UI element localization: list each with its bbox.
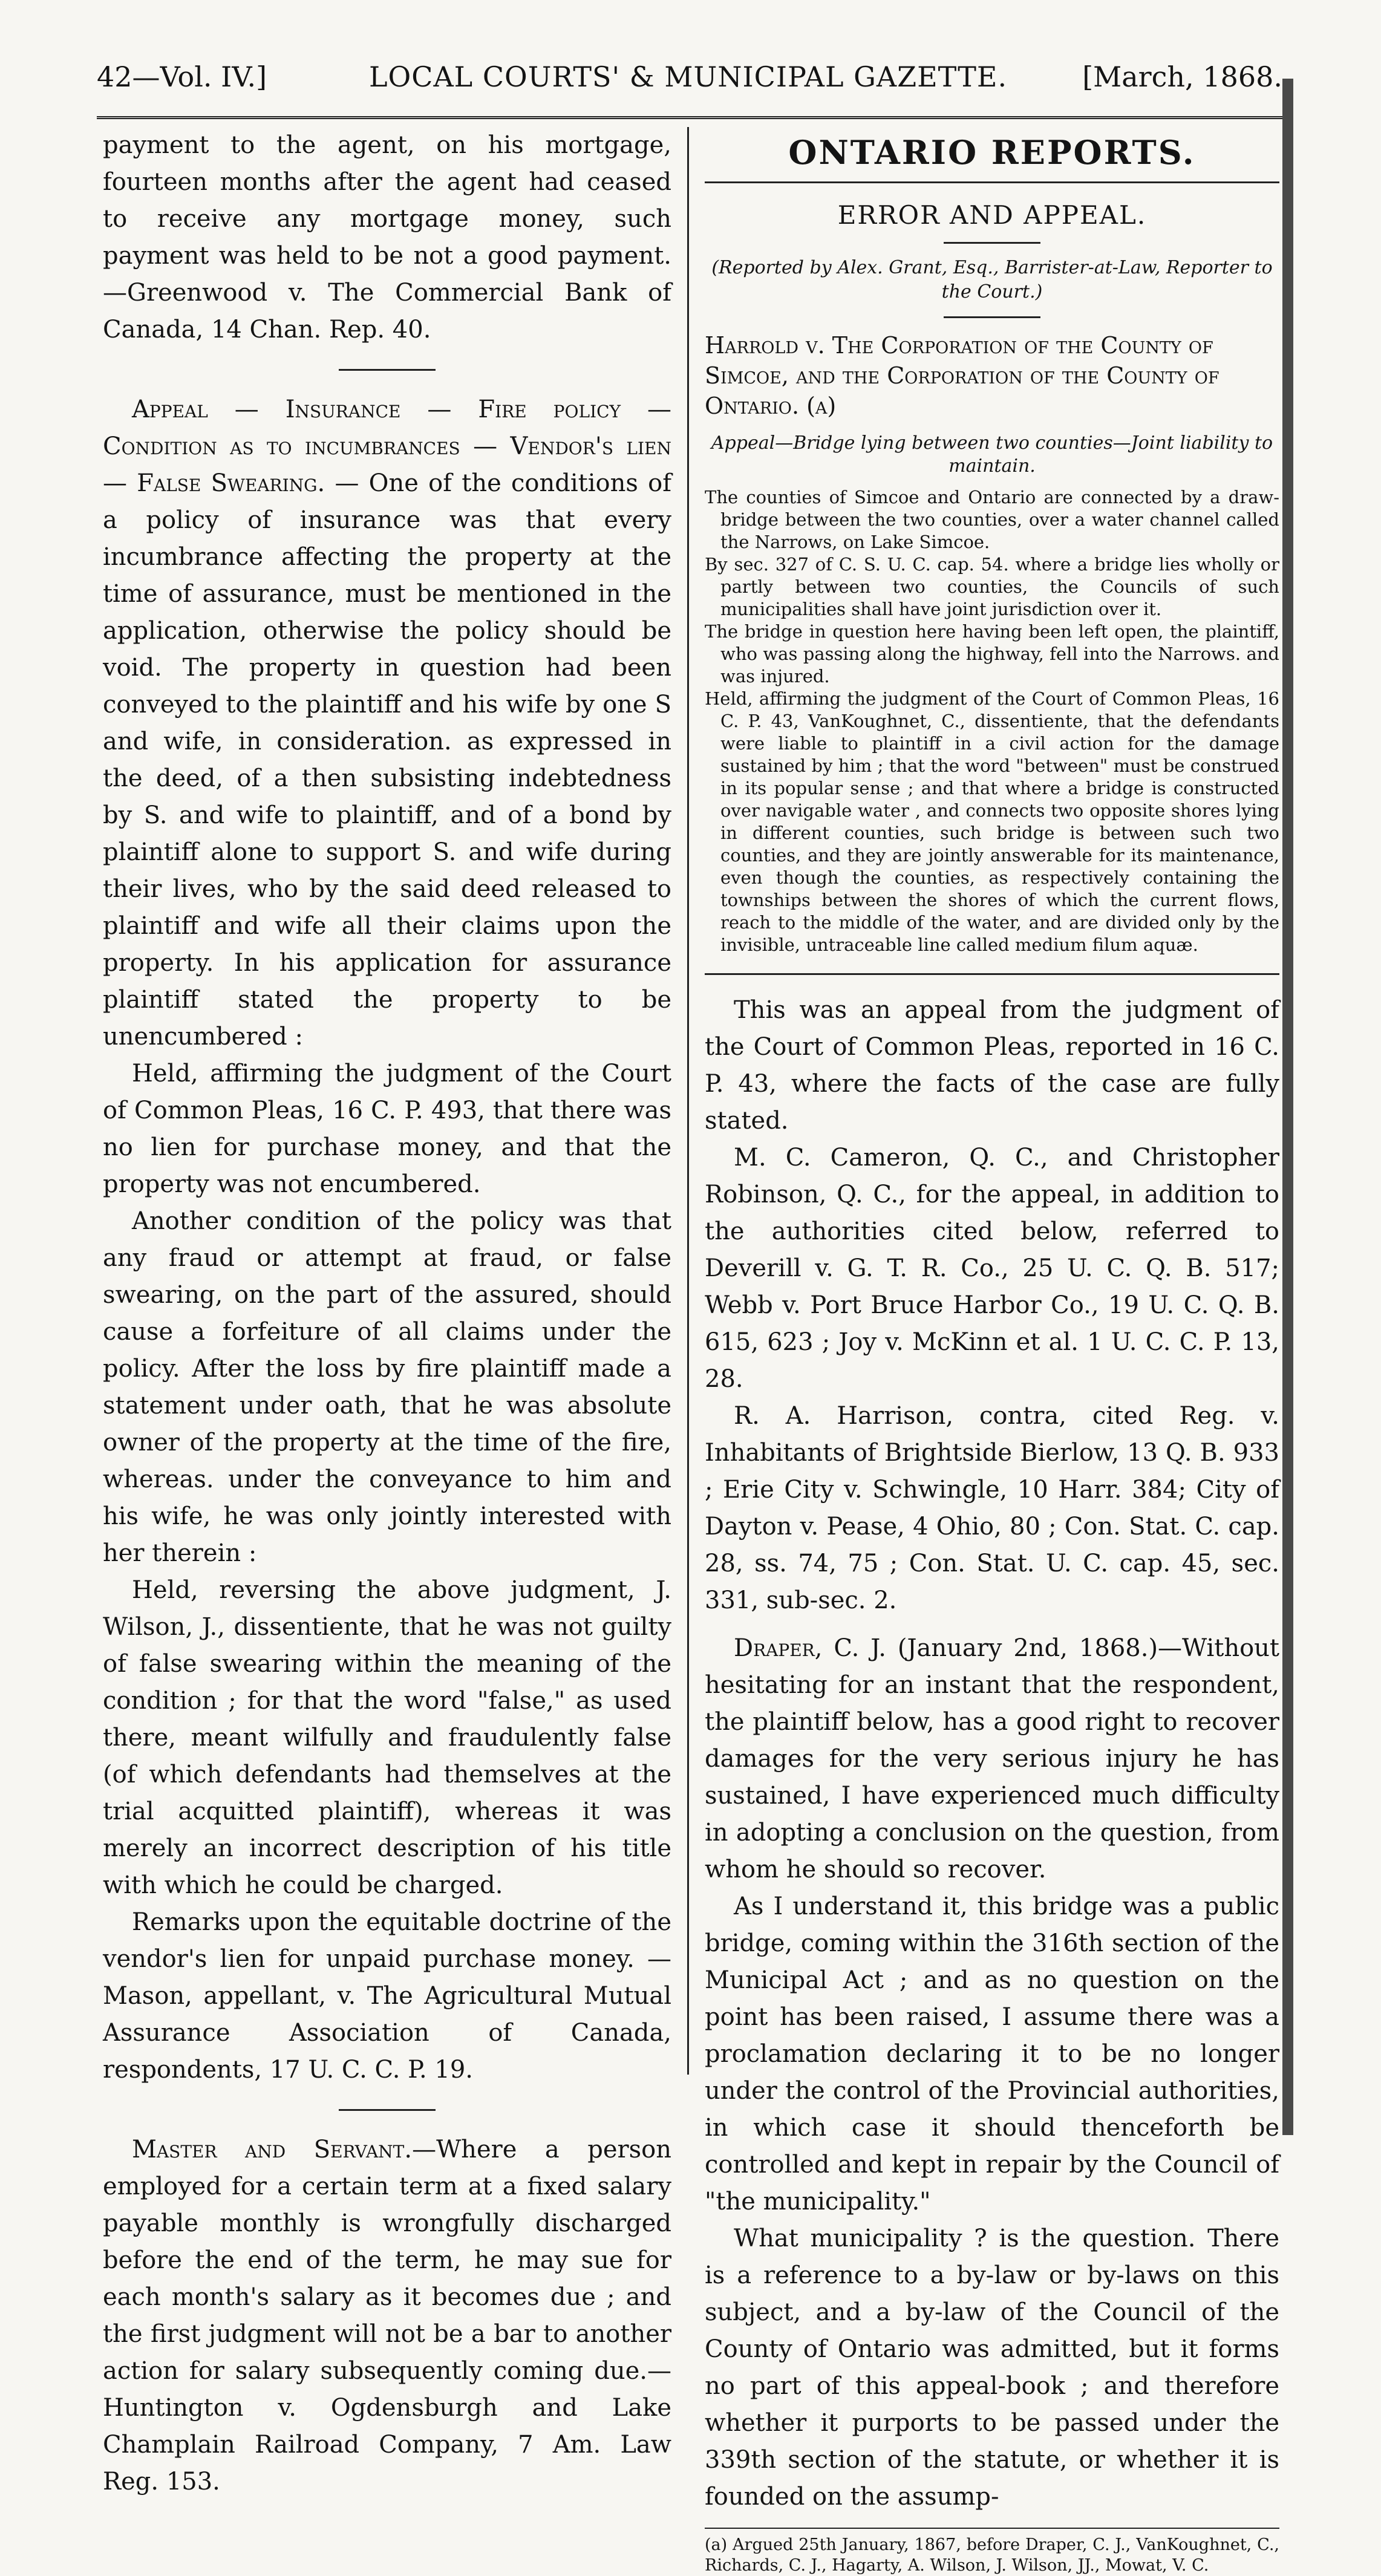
headnote: By sec. 327 of C. S. U. C. cap. 54. where a bridge lies wholly or partly between two counties, the Councils of such municipalities shall have joint jurisdiction over it. bbox=[705, 554, 1279, 619]
separator-rule bbox=[705, 973, 1279, 975]
publication-title: LOCAL COURTS' & MUNICIPAL GAZETTE. bbox=[369, 60, 1008, 93]
counsel-paragraph: R. A. Harrison, contra, cited Reg. v. Inhabitants of Brightside Bierlow, 13 Q. B. 933 ; Erie City v. Schwingle, 10 Harr. 384; City of Dayton v. Pease, 4 Ohio, 80 ; Con. Stat. C. cap. 28, ss. 74, 75 ; Con. Stat. U. C. cap. 45, sec. 331, sub-sec. 2. bbox=[705, 1402, 1279, 1614]
remarks-paragraph: Remarks upon the equitable doctrine of the vendor's lien for unpaid purchase money. — Mason, appellant, v. The Agricultural Mutual Assurance Association of Canada, respondents, 17 U. C. C. P. 19. bbox=[103, 1908, 671, 2084]
separator-rule bbox=[339, 369, 436, 371]
section-rule bbox=[705, 181, 1279, 183]
headnote-title: Appeal—Bridge lying between two counties—Joint liability to maintain. bbox=[711, 432, 1273, 477]
running-header bbox=[97, 60, 1282, 109]
holding-paragraph: Held, affirming the judgment of the Court of Common Pleas, 16 C. P. 493, that there was no lien for purchase money, and that the property was not encumbered. bbox=[103, 1060, 671, 1198]
counsel-paragraph: M. C. Cameron, Q. C., and Christopher Robinson, Q. C., for the appeal, in addition to the authorities cited below, referred to Deverill v. G. T. R. Co., 25 U. C. Q. B. 517; Webb v. Port Bruce Harbor Co., 19 U. C. Q. B. 615, 623 ; Joy v. McKinn et al. 1 U. C. C. P. 13, 28. bbox=[705, 1144, 1279, 1393]
judge-name: Draper, C. J. bbox=[734, 1634, 886, 1662]
condition-paragraph: Another condition of the policy was that any fraud or attempt at fraud, or false swearing, on the part of the assured, should cause a forfeiture of all claims under the policy. After the loss by fire plaintiff made a statement under oath, that he was absolute owner of the property at the time of the fire, whereas. under the conveyance to him and his wife, he was only jointly interested with her therein : bbox=[103, 1207, 671, 1567]
digest-entry-master-servant bbox=[103, 2131, 671, 2500]
case-title: Harrold v. The Corporation of the County of Simcoe, and the Corporation of the County of Ontario. (a) bbox=[705, 332, 1219, 419]
digest-entry-insurance bbox=[103, 391, 671, 1055]
opinion-text: (January 2nd, 1868.)—Without hesitating for an instant that the respondent, the plaintiff below, has a good right to recover damages for the very serious injury he has sustained, I have experienced much difficulty in adopting a conclusion on the question, from whom he should so recover. bbox=[705, 1634, 1279, 1883]
entry-body: — One of the conditions of a policy of insurance was that every incumbrance affecting the property at the time of assurance, must be mentioned in the application, otherwise the policy should be void. The property in question had been conveyed to the plaintiff and his wife by one S and wife, in consideration. as expressed in the deed, of a then subsisting indebtedness by S. and wife to plaintiff, and of a bond by plaintiff alone to support S. and wife during their lives, who by the said deed released to plaintiff and wife all their claims upon the property. In his application for assurance plaintiff stated the property to be unencumbered : bbox=[103, 469, 671, 1051]
opinion-paragraph: What municipality ? is the question. There is a reference to a by-law or by-laws on this subject, and a by-law of the Council of the County of Ontario was admitted, but it forms no part of this appeal-book ; and therefore whether it purports to be passed under the 339th section of the statute, or whether it is founded on the assump- bbox=[705, 2225, 1279, 2511]
headnote: The bridge in question here having been left open, the plaintiff, who was passing along the highway, fell into the Narrows. and was injured. bbox=[705, 621, 1279, 686]
reporter-credit: (Reported by Alex. Grant, Esq., Barrister-at-Law, Reporter to the Court.) bbox=[711, 257, 1273, 302]
folio: 42—Vol. IV.] bbox=[97, 60, 267, 93]
headnote: The counties of Simcoe and Ontario are connected by a draw-bridge between the two counties, over a water channel called the Narrows, on Lake Simcoe. bbox=[705, 487, 1279, 552]
entry-body: —Where a person employed for a certain term at a fixed salary payable monthly is wrongfully discharged before the end of the term, he may sue for each month's salary as it becomes due ; and the first judgment will not be a bar to another action for salary subsequently coming due.—Huntington v. Ogdensburgh and Lake Champlain Railroad Company, 7 Am. Law Reg. 153. bbox=[103, 2136, 671, 2496]
separator-rule bbox=[944, 242, 1040, 244]
column-divider bbox=[687, 127, 689, 2075]
subsection-title: ERROR AND APPEAL. bbox=[837, 200, 1147, 230]
headnote: Held, affirming the judgment of the Court of Common Pleas, 16 C. P. 43, VanKoughnet, C., dissentiente, that the defendants were liable to plaintiff in a civil action for the damage sustained by him ; that the word "between" must be construed in its popular sense ; and that where a bridge is constructed over navigable water , and connects two opposite shores lying in different counties, such bridge is between such two counties, and they are jointly answerable for its maintenance, even though the counties, as respectively containing the townships between the shores of which the current flows, reach to the middle of the water, and are divided only by the invisible, untraceable line called medium filum aquæ. bbox=[705, 688, 1279, 955]
digest-entry-mortgage: payment to the agent, on his mortgage, fourteen months after the agent had ceased to receive any mortgage money, such payment was held to be not a good payment. —Greenwood v. The Commercial Bank of Canada, 14 Chan. Rep. 40. bbox=[103, 131, 671, 344]
section-title: ONTARIO REPORTS. bbox=[788, 133, 1196, 172]
entry-heading: Master and Servant. bbox=[132, 2136, 413, 2164]
footnote-rule bbox=[705, 2528, 1279, 2529]
opinion-paragraph: This was an appeal from the judgment of the Court of Common Pleas, reported in 16 C. P. 43, where the facts of the case are fully stated. bbox=[705, 996, 1279, 1135]
issue-date: [March, 1868. bbox=[1082, 60, 1282, 93]
right-column bbox=[705, 127, 1279, 2576]
opinion-paragraph: As I understand it, this bridge was a public bridge, coming within the 316th section of the Municipal Act ; and as no question on the point has been raised, I assume there was a proclamation declaring it to be no longer under the control of the Provincial authorities, in which case it should thenceforth be controlled and kept in repair by the Council of "the municipality." bbox=[705, 1893, 1279, 2216]
separator-rule bbox=[944, 316, 1040, 318]
left-column bbox=[103, 127, 671, 2500]
holding-paragraph: Held, reversing the above judgment, J. Wilson, J., dissentiente, that he was not guilty of false swearing within the meaning of the condition ; for that the word "false," as used there, meant wilfully and fraudulently false (of which defendants had themselves at the trial acquitted plaintiff), whereas it was merely an incorrect description of his title with which he could be charged. bbox=[103, 1576, 671, 1899]
entry-heading: Appeal — Insurance — Fire policy — Condition as to incumbrances — Vendor's lien — False Swearing. bbox=[103, 396, 671, 497]
opinion-paragraph bbox=[705, 1630, 1279, 1888]
page-edge-shadow bbox=[1282, 79, 1293, 2135]
footnote: (a) Argued 25th January, 1867, before Draper, C. J., VanKoughnet, C., Richards, C. J., Hagarty, A. Wilson, J. Wilson, JJ., Mowat, V. C. bbox=[705, 2535, 1279, 2575]
header-rule bbox=[97, 116, 1282, 119]
separator-rule bbox=[339, 2109, 436, 2111]
